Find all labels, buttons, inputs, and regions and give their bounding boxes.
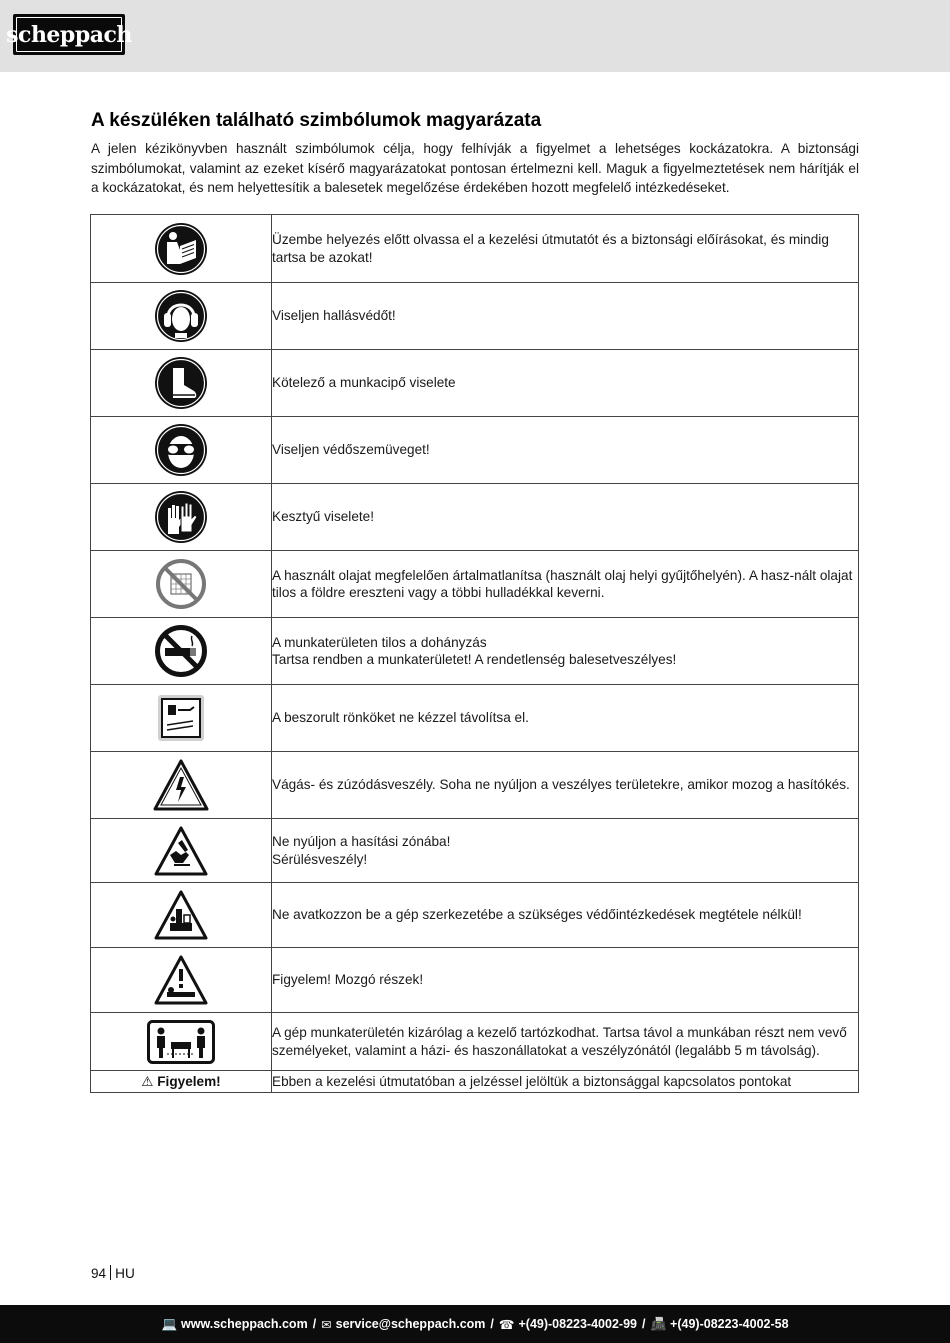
no-smoking-icon bbox=[154, 624, 208, 678]
symbol-text-1: Viseljen hallásvédőt! bbox=[272, 283, 859, 350]
read-manual-icon bbox=[154, 222, 208, 276]
moving-parts-icon bbox=[154, 954, 208, 1006]
scheppach-logo bbox=[6, 14, 132, 55]
symbol-text-6 bbox=[272, 618, 859, 685]
warning-text: Ebben a kezelési útmutatóban a jelzéssel jelöltük a biztonsággal kapcsolatos pontokat bbox=[272, 1071, 859, 1093]
symbol-row bbox=[91, 350, 859, 417]
symbol-text-2: Kötelező a munkacipő viselete bbox=[272, 350, 859, 417]
symbol-text-9-line-1: Ne nyúljon a hasítási zónába! bbox=[272, 834, 451, 849]
footer-email[interactable]: service@scheppach.com bbox=[335, 1317, 486, 1331]
symbol-row bbox=[91, 215, 859, 283]
symbol-row bbox=[91, 752, 859, 819]
symbol-text-9 bbox=[272, 819, 859, 883]
symbol-text-4: Kesztyű viselete! bbox=[272, 484, 859, 551]
computer-icon: 💻 bbox=[161, 1316, 178, 1331]
gloves-icon bbox=[154, 490, 208, 544]
symbol-row bbox=[91, 551, 859, 618]
symbol-row bbox=[91, 618, 859, 685]
symbol-text-8: Vágás- és zúzódásveszély. Soha ne nyúljon a veszélyes területekre, amikor mozog a hasítókés. bbox=[272, 752, 859, 819]
safety-boots-icon bbox=[154, 356, 208, 410]
symbol-text-10: Ne avatkozzon be a gép szerkezetébe a szükséges védőintézkedések megtétele nélkül! bbox=[272, 883, 859, 948]
hearing-protection-icon bbox=[154, 289, 208, 343]
footer-separator: / bbox=[490, 1317, 494, 1331]
symbol-row bbox=[91, 819, 859, 883]
symbol-row bbox=[91, 948, 859, 1013]
logo-text: scheppach bbox=[6, 21, 132, 48]
section-title: A készüléken található szimbólumok magyarázata bbox=[91, 110, 542, 131]
hand-injury-icon bbox=[154, 825, 208, 877]
symbol-row bbox=[91, 417, 859, 484]
symbol-text-11: Figyelem! Mozgó részek! bbox=[272, 948, 859, 1013]
symbol-text-7: A beszorult rönköket ne kézzel távolítsa el. bbox=[272, 685, 859, 752]
symbol-text-0: Üzembe helyezés előtt olvassa el a kezelési útmutatót és a biztonsági előírásokat, és mindig tartsa be azokat! bbox=[272, 215, 859, 283]
machine-tamper-icon bbox=[154, 889, 208, 941]
fax-icon: 📠 bbox=[650, 1316, 667, 1331]
symbol-text-3: Viseljen védőszemüveget! bbox=[272, 417, 859, 484]
email-icon: ✉ bbox=[321, 1317, 332, 1332]
jammed-log-icon bbox=[156, 693, 206, 743]
footer-fax: +(49)-08223-4002-58 bbox=[670, 1317, 789, 1331]
symbol-text-6-line-1: A munkaterületen tilos a dohányzás bbox=[272, 634, 487, 650]
warning-row bbox=[91, 1071, 859, 1093]
footer-website[interactable]: www.scheppach.com bbox=[181, 1317, 308, 1331]
no-oil-dumping-icon bbox=[154, 557, 208, 611]
symbol-text-9-line-2: Sérülésveszély! bbox=[272, 851, 368, 867]
warning-label-text: Figyelem! bbox=[157, 1073, 221, 1089]
symbol-text-6-line-2: Tartsa rendben a munkaterületet! A rendetlenség balesetveszélyes! bbox=[272, 652, 677, 667]
footer-phone: +(49)-08223-4002-99 bbox=[518, 1317, 637, 1331]
safety-goggles-icon bbox=[154, 423, 208, 477]
symbol-text-12: A gép munkaterületén kizárólag a kezelő tartózkodhat. Tartsa távol a munkában részt nem vevő személyeket, valamint a házi- és haszonállatokat a veszélyzónától (legalább 5 m távolság). bbox=[272, 1013, 859, 1071]
page-language: HU bbox=[115, 1266, 135, 1281]
symbol-row bbox=[91, 685, 859, 752]
footer-separator: / bbox=[312, 1317, 317, 1331]
intro-paragraph: A jelen kézikönyvben használt szimbólumok célja, hogy felhívják a figyelmet a lehetséges kockázatokra. A biztonsági szimbólumokat, valamint az ezeket kísérő magyarázatokat pontosan értelmezni kell. Maguk a figyelmeztetések nem hárítják el a kockázatokat, és nem helyettesítik a balesetek megelőzése érdekében hozott megfelelő intézkedéseket. bbox=[91, 141, 859, 195]
page-number-value: 94 bbox=[91, 1266, 107, 1281]
phone-icon: ☎ bbox=[498, 1317, 515, 1332]
page-number bbox=[91, 1265, 135, 1281]
symbol-row bbox=[91, 283, 859, 350]
warning-label bbox=[141, 1074, 220, 1089]
symbols-table bbox=[90, 214, 859, 1093]
symbol-row bbox=[91, 484, 859, 551]
page-header bbox=[0, 0, 950, 72]
footer-separator: / bbox=[641, 1317, 646, 1331]
symbol-text-5: A használt olajat megfelelően ártalmatlanítsa (használt olaj helyi gyűjtőhelyén). A hasz-nált olajat tilos a földre ereszteni vagy a többi hulladékkal keverni. bbox=[272, 551, 859, 618]
symbol-row bbox=[91, 1013, 859, 1071]
operator-zone-icon bbox=[147, 1020, 215, 1064]
page-number-separator bbox=[110, 1265, 111, 1280]
warning-triangle-icon: ⚠ bbox=[141, 1073, 154, 1089]
crush-hazard-icon bbox=[153, 758, 209, 812]
page-footer bbox=[0, 1305, 950, 1343]
symbol-row bbox=[91, 883, 859, 948]
